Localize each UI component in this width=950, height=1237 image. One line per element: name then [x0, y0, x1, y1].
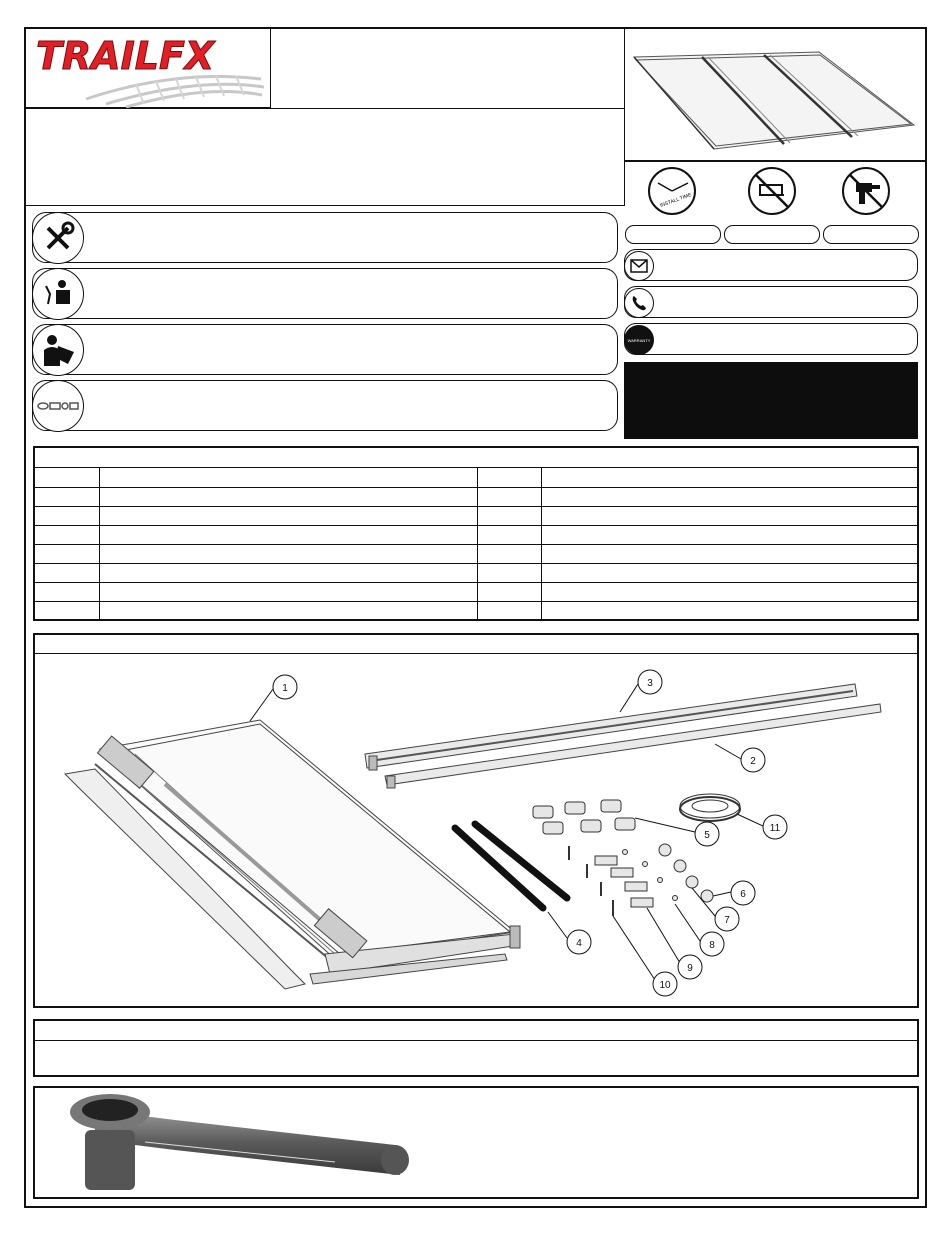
tools-icon — [32, 212, 84, 264]
warranty-icon — [624, 325, 654, 355]
exploded-view-illustration — [35, 654, 917, 1006]
svg-text:1: 1 — [282, 683, 288, 694]
parts-table-cell — [99, 601, 477, 620]
parts-table — [33, 446, 919, 621]
parts-table-cell — [35, 506, 99, 525]
parts-table-cell — [99, 525, 477, 544]
parts-table-cell — [477, 506, 541, 525]
svg-text:8: 8 — [709, 940, 715, 951]
parts-table-cell — [99, 582, 477, 601]
svg-text:11: 11 — [769, 823, 781, 834]
parts-table-cell — [35, 544, 99, 563]
cover-panel-assembly — [65, 720, 520, 989]
parts-table-cell — [541, 525, 917, 544]
svg-text:4: 4 — [576, 938, 582, 949]
tire-tread-logo-graphic — [26, 29, 271, 109]
svg-text:7: 7 — [724, 915, 730, 926]
warranty-label: WARRANTY — [627, 338, 651, 343]
parts-diagram — [33, 633, 919, 1008]
clamp-hardware — [533, 800, 713, 916]
installer-icon — [32, 268, 84, 320]
parts-table-cell — [477, 525, 541, 544]
logo-box — [24, 27, 271, 109]
install-time-pill — [625, 225, 721, 244]
svg-text:3: 3 — [647, 678, 653, 689]
parts-table-cell — [477, 544, 541, 563]
parts-table-cell — [477, 563, 541, 582]
parts-table-cell — [35, 468, 99, 487]
hardware-icon — [32, 380, 84, 432]
parts-table-row — [35, 563, 917, 582]
no-drill-icon — [842, 167, 890, 215]
parts-table-cell — [541, 601, 917, 620]
seal-strips — [455, 824, 567, 908]
parts-table-cell — [541, 506, 917, 525]
notes-box — [33, 1019, 919, 1077]
svg-text:10: 10 — [659, 980, 671, 991]
parts-table-cell — [477, 601, 541, 620]
parts-table-cell — [99, 468, 477, 487]
parts-table-cell — [541, 487, 917, 506]
parts-table-cell — [35, 563, 99, 582]
tape-roll — [680, 794, 740, 821]
info-row-hardware — [32, 380, 618, 431]
parts-table-cell — [99, 544, 477, 563]
title-box — [270, 27, 625, 109]
parts-table-cell — [35, 525, 99, 544]
product-image-box — [624, 27, 927, 162]
parts-table-row — [35, 601, 917, 620]
no-saw-icon — [748, 167, 796, 215]
parts-table-cell — [99, 563, 477, 582]
parts-table-row — [35, 525, 917, 544]
logo-text: TRAILFX — [36, 34, 215, 78]
feature-icon-row — [626, 165, 924, 223]
svg-text:5: 5 — [704, 830, 710, 841]
notice-black-box — [624, 362, 918, 439]
warranty-row — [624, 323, 918, 355]
parts-table-cell — [35, 582, 99, 601]
parts-table-row — [35, 582, 917, 601]
parts-table-cell — [477, 582, 541, 601]
parts-table-grid — [35, 468, 917, 620]
ratchet-wrench-icon — [55, 1090, 415, 1198]
email-row[interactable] — [624, 249, 918, 281]
side-rails — [365, 684, 881, 788]
parts-table-cell — [541, 563, 917, 582]
svg-text:6: 6 — [740, 889, 746, 900]
parts-table-cell — [541, 468, 917, 487]
diagram-title — [35, 635, 917, 654]
svg-text:9: 9 — [687, 963, 693, 974]
notes-title — [35, 1021, 917, 1041]
parts-table-cell — [477, 468, 541, 487]
parts-table-cell — [99, 506, 477, 525]
parts-table-cell — [541, 582, 917, 601]
info-row-tools — [32, 212, 618, 263]
parts-table-cell — [35, 487, 99, 506]
info-row-manual — [32, 324, 618, 375]
envelope-icon — [624, 251, 654, 281]
phone-row[interactable] — [624, 286, 918, 318]
tonneau-cover-image — [624, 27, 924, 157]
cutting-pill — [724, 225, 820, 244]
drilling-pill — [823, 225, 919, 244]
read-manual-icon — [32, 324, 84, 376]
tools-box — [33, 1086, 919, 1199]
phone-icon — [624, 288, 654, 318]
parts-table-title — [35, 448, 917, 468]
parts-table-cell — [35, 601, 99, 620]
parts-table-row — [35, 487, 917, 506]
parts-table-cell — [477, 487, 541, 506]
parts-table-row — [35, 468, 917, 487]
install-time-label: INSTALL TIME — [659, 192, 693, 209]
clock-icon — [648, 167, 696, 215]
parts-table-cell — [99, 487, 477, 506]
parts-table-row — [35, 544, 917, 563]
parts-table-cell — [541, 544, 917, 563]
parts-table-row — [35, 506, 917, 525]
svg-text:2: 2 — [750, 756, 756, 767]
info-row-installer — [32, 268, 618, 319]
description-box — [24, 108, 625, 206]
